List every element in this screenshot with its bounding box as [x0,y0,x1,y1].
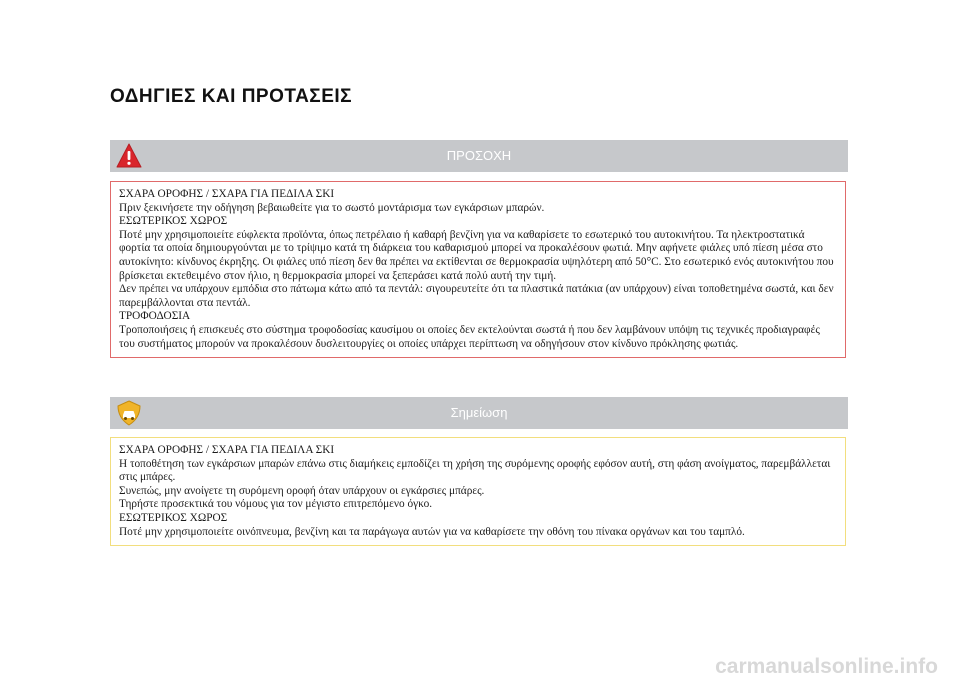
note-line: ΕΣΩΤΕΡΙΚΟΣ ΧΩΡΟΣ [119,511,228,524]
watermark: carmanualsonline.info [715,655,938,678]
warning-line: Ποτέ μην χρησιμοποιείτε εύφλεκτα προϊόντα, όπως πετρέλαιο ή καθαρή βενζίνη για να καθαρίσετε το εσωτερικό του αυτοκινήτου. Τα ηλεκτροστατικά φορτία τα οποία δημιουργούνται με το τρίψιμο κατά τη διάρκεια του καθαρισμού μπορεί να προκαλέσουν φωτιά. Μην αφήνετε φιάλες υπό πίεση μέσα στο αυτοκίνητο: κίνδυνος έκρηξης. Οι φιάλες υπό πίεση δεν θα πρέπει να εκτίθενται σε θερμοκρασία υψηλότερη από 50°C. Στο εσωτερικό ενός αυτοκινήτου που βρίσκεται εκτεθειμένο στον ήλιο, η θερμοκρασία μπορεί να ξεπεράσει κατά πολύ αυτή την τιμή. [119,228,834,282]
warning-line: ΣΧΑΡΑ ΟΡΟΦΗΣ / ΣΧΑΡΑ ΓΙΑ ΠΕΔΙΛΑ ΣΚΙ [119,188,335,200]
note-line: Η τοποθέτηση των εγκάρσιων μπαρών επάνω στις διαμήκεις εμποδίζει τη χρήση της συρόμενης οροφής εφόσον αυτή, στη φάση ανοίγματος, παρεμβάλλεται στις μπάρες. [119,457,831,484]
note-line: Τηρήστε προσεκτικά του νόμους για τον μέγιστο επιτρεπόμενο όγκο. [119,498,433,511]
note-title: Σημείωση [450,405,508,420]
warning-banner [110,140,848,172]
note-banner [110,397,848,429]
warning-line: Δεν πρέπει να υπάρχουν εμπόδια στο πάτωμα κάτω από τα πεντάλ: σιγουρευτείτε ότι τα πλαστικά πατάκια (αν υπάρχουν) είναι τοποθετημένα σωστά, και δεν παρεμβάλλονται στα πεντάλ. [119,283,834,309]
warning-line: ΕΣΩΤΕΡΙΚΟΣ ΧΩΡΟΣ [119,215,228,228]
note-line: Συνεπώς, μην ανοίγετε τη συρόμενη οροφή όταν υπάρχουν οι εγκάρσιες μπάρες. [119,484,485,497]
warning-line: Τροποποιήσεις ή επισκευές στο σύστημα τροφοδοσίας καυσίμου οι οποίες δεν εκτελούνται σωστά ή που δεν λαμβάνουν υπόψη τις τεχνικές προδιαγραφές του συστήματος μπορούν να προκαλέσουν δυσλειτουργίες οι οποίες υπάρχει περίπτωση να οδηγήσουν στον κίνδυνο πρόκλησης φωτιάς. [119,323,820,350]
page-title: ΟΔΗΓΙΕΣ ΚΑΙ ΠΡΟΤΑΣΕΙΣ [110,86,353,107]
warning-title: ΠΡΟΣΟΧΗ [446,148,512,163]
warning-box [110,181,846,358]
warning-line: Πριν ξεκινήσετε την οδήγηση βεβαιωθείτε για το σωστό μοντάρισμα των εγκάρσιων μπαρών. [119,201,545,214]
warning-line: ΤΡΟΦΟΔΟΣΙΑ [119,310,191,323]
note-line: Ποτέ μην χρησιμοποιείτε οινόπνευμα, βενζίνη και τα παράγωγα αυτών για να καθαρίσετε την οθόνη του πίνακα οργάνων και του ταμπλό. [119,525,745,538]
note-line: ΣΧΑΡΑ ΟΡΟΦΗΣ / ΣΧΑΡΑ ΓΙΑ ΠΕΔΙΛΑ ΣΚΙ [119,444,335,456]
note-box [110,437,846,546]
